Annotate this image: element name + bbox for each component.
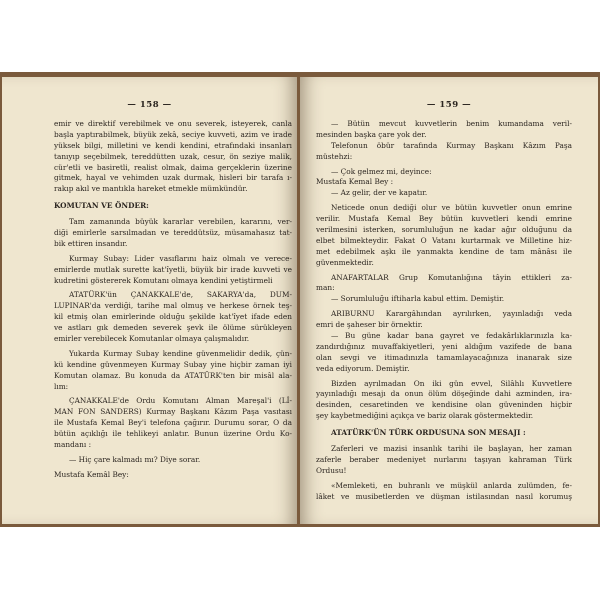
text-line: kudretini göstererek Komutanı olmaya kendini yetiştirmeli	[54, 275, 273, 285]
text-line: — Bu güne kadar bana gayret ve fedakârlıklarınızla ka-	[331, 331, 572, 341]
text-line: desinden, cesaretinden ve kendisine olan güveninden hiçbir	[316, 400, 572, 410]
page-text	[316, 119, 572, 503]
text-line: rakıp akıl ve mantıkla hareket etmekle mümkündür.	[54, 184, 248, 194]
right-page	[300, 77, 598, 524]
text-line: emir ve direktif verebilmek ve onu severek, isteyerek, canla	[54, 119, 292, 128]
text-line: «Memleketi, en buhranlı ve müşkül anlarda zulümden, fe-	[331, 480, 572, 490]
text-line: ve astları gık demeden severek şevk ile ölüme sürükleyen	[54, 323, 292, 333]
text-line: zaferle beraber medeniyet nurlarını taşıyan kahraman Türk	[316, 454, 572, 464]
text-line: emirlerde mutlak surette kat'îyetli, büyük bir irade kuvveti ve	[54, 264, 292, 274]
text-line: tanıyıp seçebilmek, tereddütten uzak, cesur, ön seziye malik,	[54, 151, 292, 161]
text-line: emri de şaheser bir örnektir.	[316, 320, 423, 330]
text-line: veda ediyorum. Demiştir.	[316, 363, 410, 373]
text-line: Neticede onun dediği olur ve bütün kuvvetler onun emrine	[331, 203, 572, 213]
text-line: mandanı :	[54, 440, 92, 450]
left-page	[2, 77, 297, 524]
text-line: ÇANAKKALE'de Ordu Komutanı Alman Mareşal'i (Lİ-	[69, 396, 292, 406]
text-line: güvenmektedir.	[316, 257, 374, 267]
text-line: gitmek, hayal ve vehimden uzak durmak, hisleri bir tarafa ı-	[54, 173, 292, 183]
text-line: yayınladığı mesajı da onun ölüm döşeğinde dahi azminden, ira-	[316, 389, 572, 399]
section-heading: KOMUTAN VE ÖNDER:	[54, 200, 149, 210]
text-line: verilir. Mustafa Kemal Bey bütün kuvvetleri kendi emrine	[316, 214, 572, 224]
text-line: Mustafa Kemal Bey :	[316, 177, 394, 187]
text-line: man:	[316, 283, 335, 293]
text-line: emirler verebilecek Komutanlar olmaya çalışmalıdır.	[54, 334, 250, 344]
text-line: olan sevgi ve itimadınızla tamamlayacağınıza inanarak size	[316, 352, 572, 362]
text-line: Telefonun öbür tarafında Kurmay Başkanı Kâzım Paşa	[331, 140, 572, 150]
text-line: cür'etli ve basiretli, realist olmak, daima gerçeklerin üzerine	[54, 162, 292, 172]
text-line: kü kendine güvenmeyen Kurmay Subay yine hiçbir zaman iyi	[54, 359, 292, 369]
text-line: bütün açıklığı ile tehlikeyi anlatır. Bunun üzerine Ordu Ko-	[54, 429, 292, 439]
text-line: — Az gelir, der ve kapatır.	[331, 188, 428, 198]
text-line: — Sorumluluğu iftiharla kabul ettim. Demiştir.	[331, 294, 505, 304]
text-line: Ordusu!	[316, 465, 347, 475]
text-line: ARIBURNU Karargâhından ayrılırken, yayınladığı veda	[331, 309, 572, 319]
text-line: şey kaybetmediğini açıkça ve bariz olarak göstermektedir.	[316, 411, 534, 421]
text-line: bik ettiren insandır.	[54, 238, 128, 248]
text-line: verilmesini isterken, sorumluluğun ne kadar ağır olduğunu da	[316, 225, 572, 235]
text-line: ANAFARTALAR Grup Komutanlığına tâyin ettikleri za-	[331, 272, 572, 282]
section-heading: ATATÜRK'ÜN TÜRK ORDUSUNA SON MESAJI :	[331, 427, 526, 437]
text-line: zandırdığınız muvaffakiyetleri, yeni aldığım vazifede de bana	[316, 341, 572, 351]
text-line: Tam zamanında büyük kararlar verebilen, kararını, ver-	[69, 217, 292, 227]
text-line: Yukarda Kurmay Subay kendine güvenmelidir dedik, çün-	[69, 348, 292, 358]
text-line: met edebilmek aşkı ile yanmakta kendine de tam mânâsı ile	[316, 246, 572, 256]
text-line: lâket ve musibetlerden ve düşman istilasından nasıl korumuş	[316, 491, 572, 501]
text-line: mesinden başka çare yok der.	[316, 129, 427, 139]
text-line: — Hiç çare kalmadı mı? Diye sorar.	[69, 454, 201, 464]
text-line: MAN FON SANDERS) Kurmay Başkanı Kâzım Paşa vasıtası	[54, 407, 292, 417]
text-line: elbet bilmekteydir. Fakat O Vatanı kurtarmak ve Milletine hiz-	[316, 235, 572, 245]
text-line: — Çok gelmez mi, deyince:	[331, 166, 432, 176]
page-number: — 159 —	[426, 100, 472, 110]
text-line: müstehzi:	[316, 151, 353, 161]
text-line: kil etmiş olan emirlerinde olduğu şekilde kat'îyet ifade eden	[54, 312, 292, 322]
text-line: ile Mustafa Kemal Bey'i telefona çağırır. Durumu sorar, O da	[54, 418, 292, 428]
text-line: LUPINAR'da verdiği, tarihe mal olmuş ve herkese örnek teş-	[54, 301, 292, 311]
text-line: ATATÜRK'ün ÇANAKKALE'de, SAKARYA'da, DUM-	[69, 290, 292, 300]
text-line: lım:	[54, 381, 69, 391]
text-line: diği emirlerle sarsılmadan ve tereddütsüz, müsamahasız tat-	[54, 228, 292, 238]
page-number: — 158 —	[127, 100, 172, 110]
text-line: Kurmay Subay: Lider vasıflarını haiz olmalı ve verece-	[69, 253, 292, 263]
text-line: Mustafa Kemâl Bey:	[54, 469, 129, 479]
text-line: Zaferleri ve mazisi insanlık tarihi ile başlayan, her zaman	[331, 444, 572, 454]
page-text	[54, 119, 292, 481]
text-line: Komutan olamaz. Bu konuda da ATATÜRK'ten bir misâl ala-	[54, 370, 292, 380]
text-line: — Bütün mevcut kuvvetlerin benim kumandama veril-	[331, 119, 572, 128]
text-line: başla yaptırabilmek, büyük zekâ, seciye kuvveti, azim ve irade	[54, 129, 292, 139]
text-line: yüksek bilgi, milletini ve kendi kendini, etrafındaki insanları	[54, 140, 292, 150]
text-line: Bizden ayrılmadan On iki gün evvel, Silâhlı Kuvvetlere	[331, 378, 572, 388]
